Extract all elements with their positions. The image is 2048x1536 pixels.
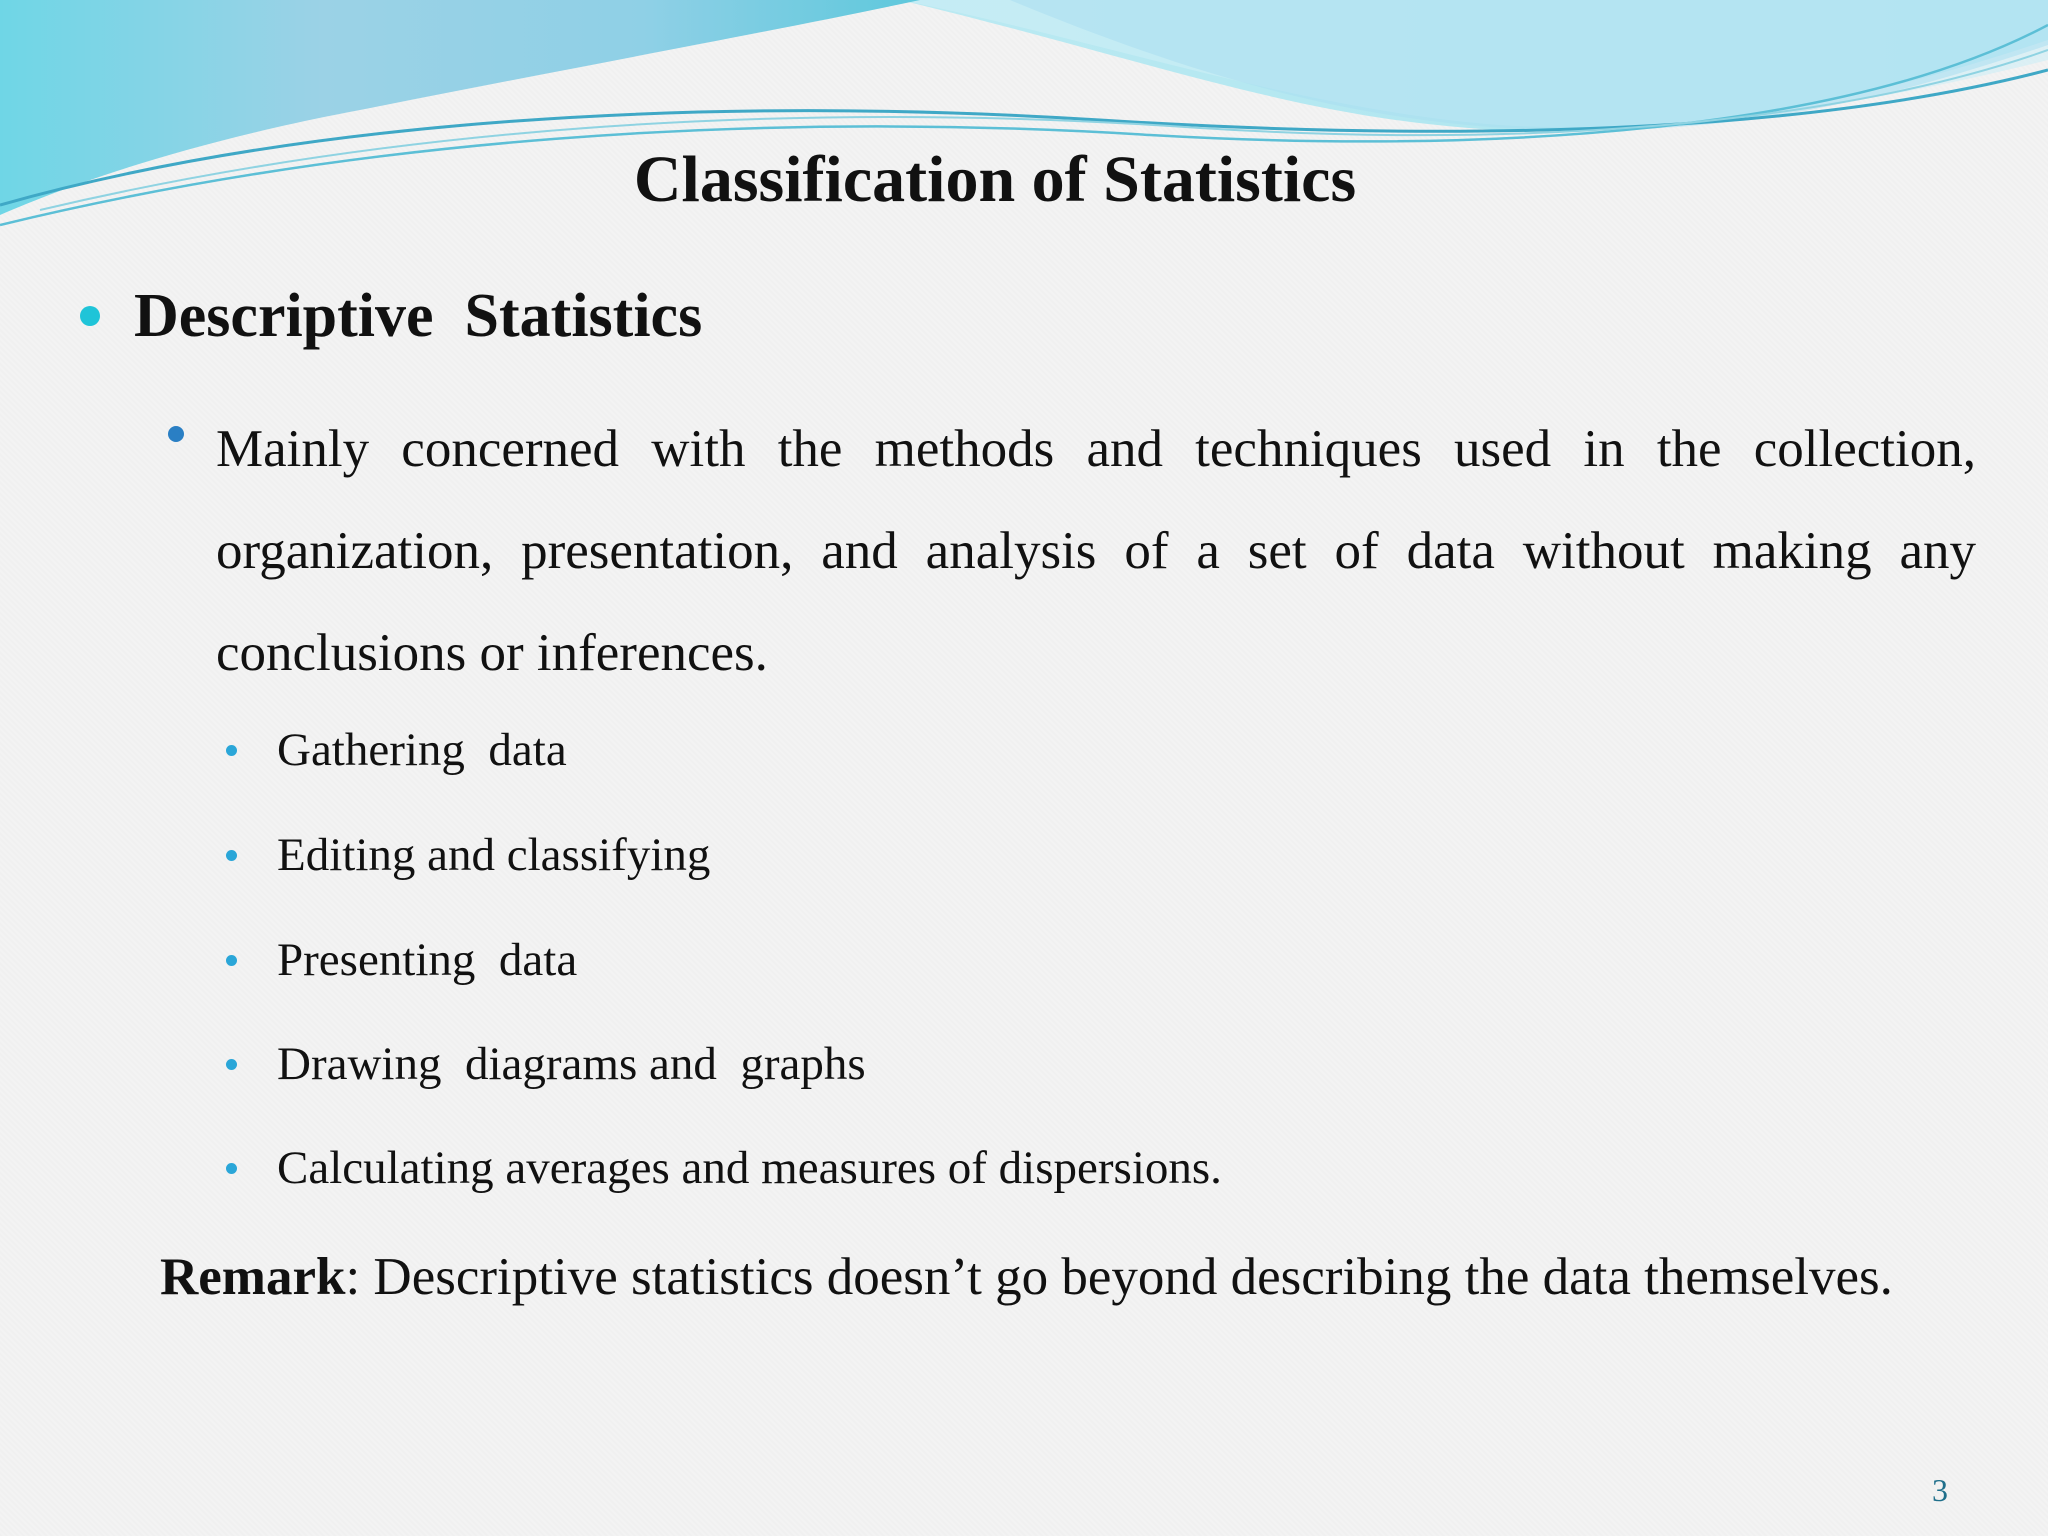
list-item-calculating: Calculating averages and measures of dispersions. xyxy=(277,1142,1222,1194)
remark-text: : Descriptive statistics doesn’t go beyond describing the data themselves. xyxy=(345,1248,1893,1306)
slide-title: Classification of Statistics xyxy=(633,143,1357,216)
description-paragraph: Mainly concerned with the methods and techniques used in the collection, organization, presentation, and analysis of a set of data without making any conclusions or inferences. xyxy=(216,420,1976,682)
list-item-drawing: Drawing diagrams and graphs xyxy=(277,1038,866,1090)
list-item-gathering: Gathering data xyxy=(277,724,567,776)
list-item-presenting: Presenting data xyxy=(277,934,578,986)
bullet-level3-icon xyxy=(226,850,237,861)
list-item-editing: Editing and classifying xyxy=(277,829,711,881)
bullet-level3-icon xyxy=(226,1059,237,1070)
bullet-level1-icon xyxy=(80,306,100,326)
decorative-wave-header xyxy=(0,0,2048,260)
page-number: 3 xyxy=(1932,1472,1948,1508)
bullet-level3-icon xyxy=(226,745,237,756)
bullet-level3-icon xyxy=(226,955,237,966)
bullet-level2-icon xyxy=(168,426,184,442)
remark-label: Remark xyxy=(160,1248,346,1306)
bullet-level3-icon xyxy=(226,1163,237,1174)
remark-paragraph xyxy=(160,1226,1976,1328)
heading-descriptive-statistics: Descriptive Statistics xyxy=(134,282,703,350)
